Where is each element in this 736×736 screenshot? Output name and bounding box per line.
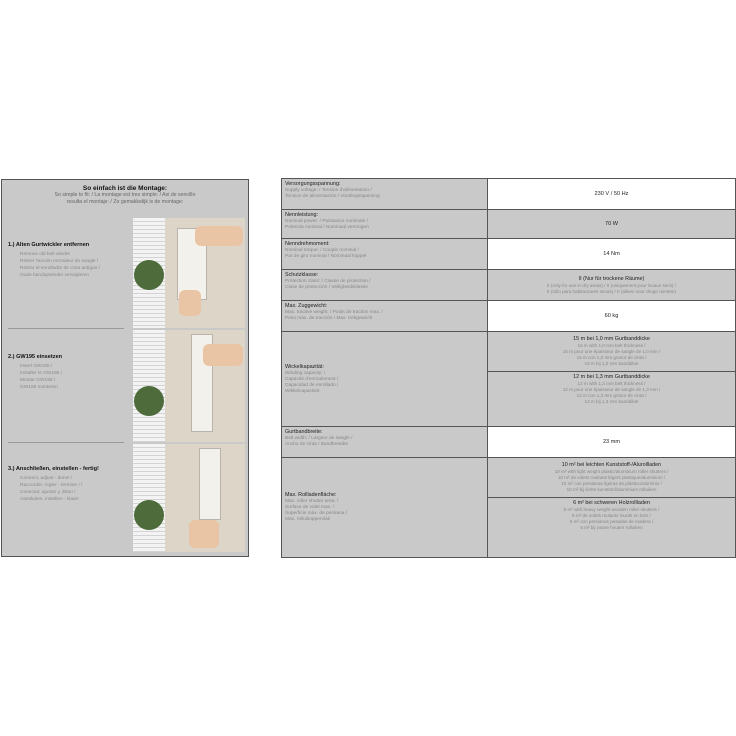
- step-divider: [8, 442, 124, 443]
- spec-label-translation: Capacité d'enroulement /: [285, 376, 339, 382]
- table-row: [282, 458, 736, 558]
- spec-label-translation: Peso máx. de tracción / Max. trekgewicht: [285, 316, 373, 321]
- hand: [189, 520, 219, 548]
- spec-value: 15 m bei 1,0 mm Gurtbanddicke: [573, 336, 650, 342]
- tree: [134, 500, 164, 530]
- step-line: Montar GW195 /: [20, 378, 56, 383]
- spec-value-block: [491, 498, 732, 533]
- spec-value-translation: 6 m² con persianas pesadas de madera /: [569, 519, 654, 524]
- installation-step-3: [2, 466, 130, 503]
- tree: [134, 260, 164, 290]
- spec-value-translation: 15 m with 1,0 mm belt thickness /: [577, 343, 646, 348]
- spec-value-translation: 12 m with 1,3 mm belt thickness /: [577, 381, 646, 386]
- spec-value-block: [491, 334, 732, 369]
- spec-value-translation: 6 m² bij zware houten rolluiken: [580, 525, 643, 530]
- tree: [134, 386, 164, 416]
- spec-value: 12 m bei 1,3 mm Gurtbanddicke: [573, 374, 650, 380]
- spec-value-translation: 10 m² with light weight plastic/aluminium roller shutters /: [554, 469, 669, 474]
- specifications-table: [281, 178, 736, 558]
- step-line: Insert GW195 /: [20, 364, 53, 369]
- step-line: Oude bandopwinder verwijderen: [20, 273, 90, 278]
- spec-label-translation: Superficie máx. de persiana /: [285, 511, 348, 516]
- spec-value-translation: 10 m² bij lichte kunststof/aluminium rolluiken: [566, 487, 657, 492]
- table-row: [282, 332, 736, 427]
- installation-subtitle-line: So simple to fit: / La montage est tres simple: / Asi de sencillo: [54, 192, 196, 198]
- installation-title: So einfach ist die Montage:: [82, 185, 168, 192]
- spec-label-cell: [282, 427, 488, 458]
- step-line: Retirar el enrollador de cinta antiguo /: [20, 266, 100, 271]
- spec-value-translation: II (sólo para habitaciones secas) / II (alleen voor droge ruimten): [547, 288, 676, 294]
- spec-value-translation: 12 m pour une épaisseur de sangle de 1,3 mm /: [562, 387, 661, 392]
- step-line: Retirer l'ancien enrouleur de sangle /: [20, 259, 99, 264]
- spec-value-translation: II (only for use in dry areas) / II (uniquement pour locaux secs) /: [547, 282, 676, 288]
- step-1-photo: [133, 218, 245, 328]
- step-line: Conectar, ajustar y ¡listo! /: [20, 490, 76, 495]
- spec-value-translation: 15 m pour une épaisseur de sangle de 1,0 mm /: [562, 349, 661, 354]
- spec-label-translation: Potencia nominal / Nominaal vermogen: [285, 225, 369, 230]
- step-2-photo: [133, 330, 245, 442]
- installation-header: [2, 180, 248, 206]
- step-3-photo: [133, 444, 245, 552]
- spec-value-cell: [488, 332, 736, 427]
- spec-value: 6 m² bei schweren Holzrollladen: [573, 500, 650, 506]
- gw195-unit: [199, 448, 221, 520]
- step-line: GW195 monteren: [20, 385, 58, 390]
- spec-value-translation: 12 m con 1,3 mm grosor de cinta /: [576, 393, 647, 398]
- spec-value: 10 m² bei leichten Kunststoff-/Alurollladen: [561, 462, 662, 468]
- spec-label-translation: Max. roller shutter area: /: [285, 499, 339, 504]
- spec-label: Nennleistung:: [285, 212, 318, 218]
- hand: [195, 226, 243, 246]
- spec-value-translation: 15 m con 1,0 mm grosor de cinta /: [576, 355, 647, 360]
- spec-label-translation: Supply voltage: / Tension d'alimentation /: [285, 188, 372, 193]
- spec-value-cell: [488, 301, 736, 332]
- hand: [203, 344, 243, 366]
- window-blind: [133, 444, 165, 552]
- table-row: [282, 427, 736, 458]
- spec-value-cell: [488, 427, 736, 458]
- spec-label-cell: [282, 301, 488, 332]
- spec-value: II (Nur für trockene Räume): [578, 275, 645, 282]
- spec-label-cell: [282, 458, 488, 558]
- step-title: 3.) Anschließen, einstellen - fertig!: [8, 466, 99, 472]
- spec-label: Wickelkapazität:: [285, 363, 324, 370]
- step-line: Remove old belt winder: [20, 252, 71, 257]
- spec-label: Max. Rollladenfläche:: [285, 492, 337, 498]
- spec-label-translation: Tension de alimentación / Voedingsspanning: [285, 194, 380, 199]
- table-row: [282, 210, 736, 239]
- installation-step-2: [2, 354, 130, 391]
- spec-label: Max. Zuggewicht:: [285, 303, 328, 309]
- spec-label-translation: Ancho de cinta / Bandbreedte: [285, 442, 349, 447]
- installation-step-1: [2, 242, 130, 279]
- table-row: [282, 270, 736, 301]
- table-row: [282, 301, 736, 332]
- spec-label-cell: [282, 239, 488, 270]
- spec-value-translation: 12 m bij 1,3 mm banddikte: [584, 399, 639, 404]
- step-title: 1.) Alten Gurtwickler entfernen: [8, 242, 90, 248]
- step-line: Connect, adjust - done! /: [20, 476, 73, 481]
- step-title: 2.) GW195 einsetzen: [8, 354, 63, 360]
- spec-value-translation: 10 m² con persianas ligeras de plástico/aluminio /: [561, 481, 662, 486]
- spec-label: Versorgungsspannung:: [285, 181, 341, 187]
- hand: [179, 290, 201, 316]
- installation-subtitle-line: resulta el montaje: / Zo gemakkelijk is de montage:: [66, 199, 184, 205]
- spec-value-cell: [488, 270, 736, 301]
- spec-value: 23 mm: [602, 439, 621, 445]
- spec-value-block: [491, 460, 732, 495]
- spec-label-translation: Max. rolluikoppervlak: [285, 517, 331, 522]
- spec-label-cell: [282, 210, 488, 239]
- step-line: Raccorder, regler - termine ! /: [20, 483, 83, 488]
- spec-label-translation: Max. tractive weight: / Poids de traction max. /: [285, 310, 383, 315]
- spec-value-cell: [488, 458, 736, 558]
- step-line: Installer le GW195 /: [20, 371, 63, 376]
- spec-label-translation: Belt width: / Largeur de sangle /: [285, 436, 353, 441]
- table-row: [282, 179, 736, 210]
- spec-label-translation: Winding capacity: /: [285, 370, 326, 376]
- spec-value-block: [491, 372, 732, 407]
- spec-value: 14 Nm: [603, 251, 620, 257]
- spec-label-translation: Wikkelcapaciteit: [285, 388, 320, 394]
- spec-value-translation: 15 m bij 1,0 mm banddikte: [584, 361, 639, 366]
- spec-value: 70 W: [604, 221, 619, 227]
- spec-value-cell: [488, 210, 736, 239]
- spec-label-translation: Capacidad de enrollado /: [285, 382, 339, 388]
- spec-value-cell: [488, 239, 736, 270]
- spec-label: Schutzklasse:: [285, 272, 319, 278]
- table-row: [282, 239, 736, 270]
- spec-label: Nenndrehmoment:: [285, 241, 330, 247]
- spec-label-translation: Protection class: / Classe de protection /: [285, 279, 371, 284]
- spec-label-translation: Nominal power: / Puissance nominale /: [285, 219, 368, 224]
- spec-value-translation: 6 m² with heavy weight wooden roller shutters /: [563, 507, 660, 512]
- spec-value-translation: 6 m² de volets roulants lourds en bois /: [572, 513, 651, 518]
- spec-label-translation: Clase de protección / Veiligheidsklasse: [285, 285, 368, 290]
- spec-value-translation: 10 m² de volets roulants légers plastique/aluminium /: [557, 475, 666, 480]
- spec-label-translation: Nominal torque: / Couple nominal /: [285, 248, 359, 253]
- spec-value: 60 kg: [604, 313, 619, 319]
- spec-label-translation: Par de giro nominal / Nominaal koppel: [285, 254, 367, 259]
- step-line: Aansluiten, instellen - klaar!: [20, 497, 79, 502]
- spec-label-cell: [282, 332, 488, 427]
- spec-label-translation: Surface de volet max. /: [285, 505, 335, 510]
- step-divider: [8, 328, 124, 329]
- spec-label-cell: [282, 270, 488, 301]
- spec-value: 230 V / 50 Hz: [594, 191, 629, 197]
- spec-value-cell: [488, 179, 736, 210]
- spec-label: Gurtbandbreite:: [285, 429, 323, 435]
- installation-panel: [1, 179, 249, 557]
- spec-label-cell: [282, 179, 488, 210]
